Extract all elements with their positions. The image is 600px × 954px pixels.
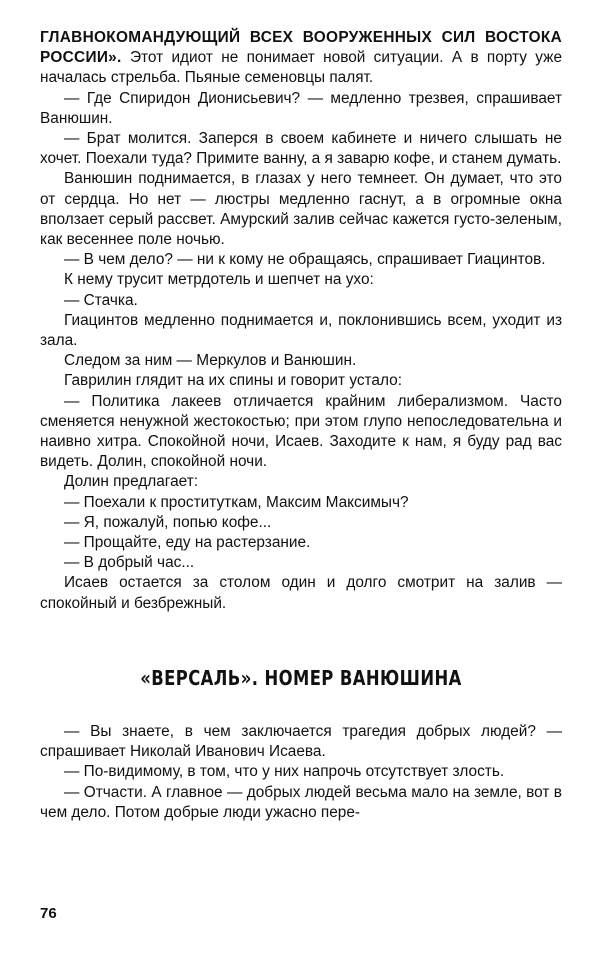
paragraph-18: — По-видимому, в том, что у них напрочь отсутствует злость. [64, 763, 505, 781]
paragraph-5: К нему трусит метрдотель и шепчет на ухо: [64, 271, 374, 289]
paragraph-10: — Политика лакеев отличается крайним либерализмом. Часто сменяется ненужной жестокостью; при этом глупо непоследовательна и наивно хитра. Спокойной ночи, Исаев. Заходите к нам, я буду рад вас видеть. Долин, спокойной ночи. [40, 392, 562, 471]
paragraph-11: Долин предлагает: [64, 473, 199, 491]
paragraph-13: — Я, пожалуй, попью кофе... [64, 513, 272, 531]
paragraph-7: Гиацинтов медленно поднимается и, поклонившись всем, уходит из зала. [40, 311, 562, 350]
lead-caps-text: ГЛАВНОКОМАНДУЮЩИЙ ВСЕХ ВООРУЖЕННЫХ СИЛ ВОСТОКА РОССИИ». [40, 29, 562, 67]
paragraph-12: — Поехали к проституткам, Максим Максимыч? [64, 493, 409, 511]
paragraph-3: Ванюшин поднимается, в глазах у него темнеет. Он думает, что это от сердца. Но нет — люстры медленно гаснут, а в огромные окна вползает серый рассвет. Амурский залив сейчас кажется густо-зеленым, как весеннее поле ночью. [40, 170, 562, 249]
paragraph-9: Гаврилин глядит на их спины и говорит устало: [64, 372, 402, 390]
paragraph-6: — Стачка. [64, 291, 138, 309]
lead-rest-text: Этот идиот не понимает новой ситуации. А в порту уже началась стрельба. Пьяные семеновцы палят. [40, 49, 562, 87]
paragraph-1: — Где Спиридон Дионисьевич? — медленно трезвея, спрашивает Ванюшин. [40, 89, 562, 127]
paragraph-15: — В добрый час... [64, 554, 195, 572]
opening-paragraph [40, 28, 562, 89]
chapter-heading: «ВЕРСАЛЬ». НОМЕР ВАНЮШИНА [140, 665, 462, 690]
paragraph-4: — В чем дело? — ни к кому не обращаясь, спрашивает Гиацинтов. [64, 251, 546, 269]
paragraph-17: — Вы знаете, в чем заключается трагедия добрых людей? — спрашивает Николай Иванович Исаева. [40, 722, 562, 761]
book-page [40, 28, 562, 823]
paragraph-8: Следом за ним — Меркулов и Ванюшин. [64, 352, 357, 370]
page-number: 76 [40, 905, 57, 922]
paragraph-19: — Отчасти. А главное — добрых людей весьма мало на земле, вот в чем дело. Потом добрые люди ужасно пере- [40, 783, 562, 821]
paragraph-2: — Брат молится. Заперся в своем кабинете и ничего слышать не хочет. Поехали туда? Примите ванну, а я заварю кофе, и станем думать. [40, 130, 562, 168]
paragraph-16: Исаев остается за столом один и долго смотрит на залив — спокойный и безбрежный. [40, 574, 562, 612]
paragraph-14: — Прощайте, еду на растерзание. [64, 534, 311, 552]
